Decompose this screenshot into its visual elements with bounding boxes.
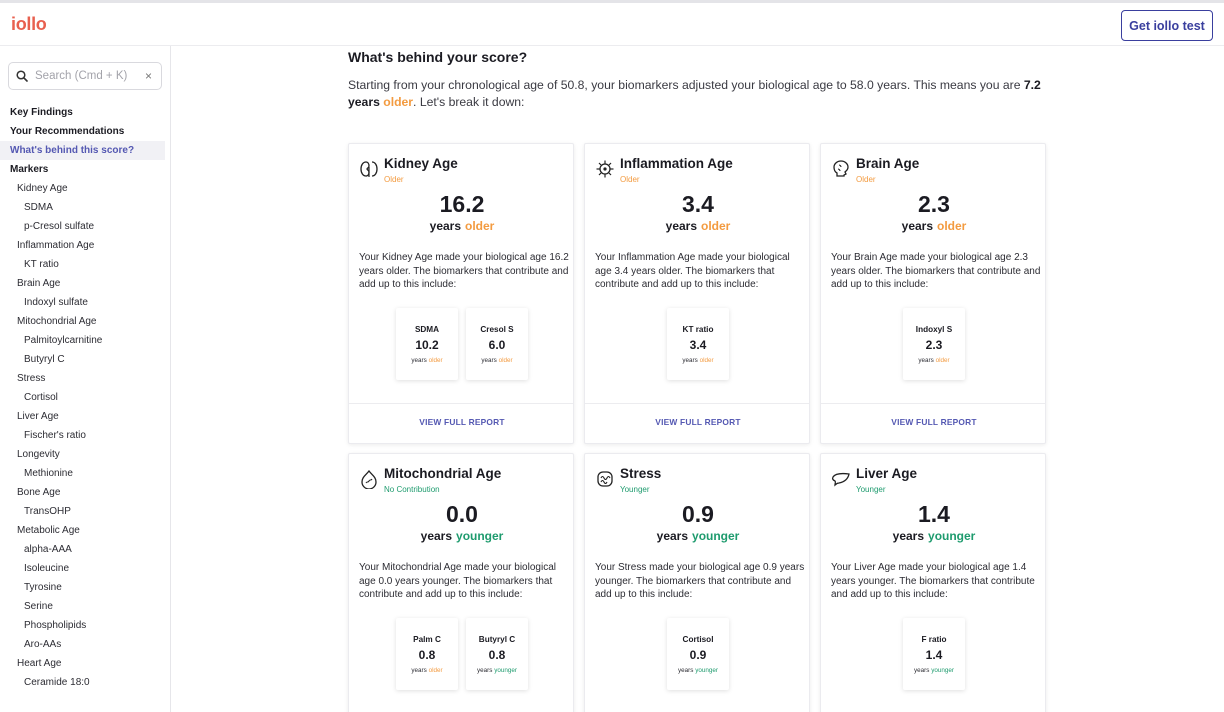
age-delta-unit [585, 529, 811, 543]
search-icon [16, 70, 28, 82]
biomarker-name: Cresol S [480, 325, 514, 334]
sidebar-item-liver-age[interactable]: Liver Age [17, 411, 59, 422]
card-title: Inflammation Age [620, 156, 733, 171]
card-description: Your Mitochondrial Age made your biological age 0.0 years younger. The biomarkers that contribute and add up to this include: [359, 562, 556, 601]
biomarker-chips [349, 618, 575, 692]
card-title: Stress [620, 466, 662, 481]
card-divider [821, 403, 1045, 404]
biomarker-unit [466, 667, 528, 674]
biomarker-unit [903, 357, 965, 364]
age-delta-unit [349, 219, 575, 233]
sidebar-item-heart-age[interactable]: Heart Age [17, 658, 62, 669]
marker-card-stress [584, 453, 810, 712]
marker-card-inflammation-age [584, 143, 810, 444]
biomarker-name: Cortisol [682, 635, 714, 644]
intro-older: older [383, 94, 414, 109]
mitochondria-icon [359, 469, 379, 489]
intro-suffix: . Let's break it down: [413, 94, 525, 109]
unit-label: years [901, 219, 934, 233]
unit-label: years [411, 357, 429, 364]
unit-label: years [678, 667, 696, 674]
biomarker-value: 2.3 [925, 338, 943, 352]
sidebar-nav [0, 103, 170, 692]
marker-card-brain-age [820, 143, 1046, 444]
sidebar-item-phospholipids[interactable]: Phospholipids [24, 620, 87, 631]
marker-card-mitochondrial-age [348, 453, 574, 712]
biomarker-name: KT ratio [682, 325, 714, 334]
biomarker-chips [349, 308, 575, 382]
sidebar-item-isoleucine[interactable]: Isoleucine [24, 563, 70, 574]
sidebar-item-cortisol[interactable]: Cortisol [24, 392, 58, 403]
sidebar-item-ceramide-18-0[interactable]: Ceramide 18:0 [24, 677, 90, 688]
card-title: Brain Age [856, 156, 920, 171]
card-description: Your Stress made your biological age 0.9 years younger. The biomarkers that contribute and add up to this include: [595, 562, 805, 601]
sidebar-item-transohp[interactable]: TransOHP [24, 506, 71, 517]
sidebar-item-markers[interactable]: Markers [10, 164, 49, 175]
sidebar-item-bone-age[interactable]: Bone Age [17, 487, 61, 498]
direction-label: older [935, 357, 950, 364]
sidebar-item-kidney-age[interactable]: Kidney Age [17, 183, 68, 194]
unit-label: years [665, 219, 698, 233]
view-full-report-link[interactable]: VIEW FULL REPORT [891, 417, 977, 427]
intro-text [348, 77, 1048, 110]
intro-years: 7.2 years [348, 78, 1041, 109]
sidebar-item-metabolic-age[interactable]: Metabolic Age [17, 525, 80, 536]
direction-label: older [699, 357, 714, 364]
sidebar-item-fischer-s-ratio[interactable]: Fischer's ratio [24, 430, 86, 441]
sidebar-item-butyryl-c[interactable]: Butyryl C [24, 354, 65, 365]
card-title: Liver Age [856, 466, 918, 481]
card-header [831, 156, 1041, 186]
card-description: Your Liver Age made your biological age 1.4 years younger. The biomarkers that contribute and add up to this include: [831, 562, 1035, 601]
biomarker-chips [585, 618, 811, 692]
biomarker-value: 0.8 [488, 648, 506, 662]
biomarker-chip-kt-ratio[interactable] [667, 308, 729, 380]
biomarker-unit [903, 667, 965, 674]
biomarker-unit [396, 667, 458, 674]
biomarker-unit [466, 357, 528, 364]
card-divider [349, 403, 573, 404]
age-delta-unit [349, 529, 575, 543]
biomarker-chips [821, 308, 1047, 382]
card-description: Your Brain Age made your biological age 2.3 years older. The biomarkers that contribute and add up to this include: [831, 252, 1041, 291]
biomarker-unit [667, 357, 729, 364]
sidebar-item-p-cresol-sulfate[interactable]: p-Cresol sulfate [24, 221, 95, 232]
direction-label: younger [456, 529, 504, 543]
biomarker-chip-palm-c[interactable] [396, 618, 458, 690]
sidebar-item-sdma[interactable]: SDMA [24, 202, 53, 213]
biomarker-name: SDMA [414, 325, 440, 334]
age-delta-unit [821, 529, 1047, 543]
sidebar-item-key-findings[interactable]: Key Findings [10, 107, 73, 118]
direction-label: younger [695, 667, 718, 674]
direction-label: older [465, 219, 495, 233]
sidebar-item-longevity[interactable]: Longevity [17, 449, 60, 460]
unit-label: years [656, 529, 689, 543]
age-delta-value: 3.4 [682, 191, 714, 217]
unit-label: years [420, 529, 453, 543]
biomarker-name: Indoxyl S [915, 325, 953, 334]
unit-label: years [481, 357, 499, 364]
age-delta-value: 0.9 [682, 501, 714, 527]
close-icon[interactable]: × [144, 69, 152, 83]
biomarker-name: F ratio [921, 635, 947, 644]
status-badge: No Contribution [384, 485, 440, 494]
biomarker-chip-indoxyl-s[interactable] [903, 308, 965, 380]
search-input[interactable] [35, 70, 135, 82]
biomarker-name: Butyryl C [478, 635, 516, 644]
age-delta-value: 2.3 [918, 191, 950, 217]
inflammation-icon [595, 159, 615, 179]
sidebar-item-stress[interactable]: Stress [17, 373, 46, 384]
card-divider [585, 403, 809, 404]
sidebar-item-methionine[interactable]: Methionine [24, 468, 73, 479]
stress-icon [595, 469, 615, 489]
main-content [172, 46, 1224, 712]
sidebar-item-serine[interactable]: Serine [24, 601, 53, 612]
unit-label: years [918, 357, 936, 364]
biomarker-name: Palm C [413, 635, 441, 644]
unit-label: years [477, 667, 495, 674]
sidebar-item-indoxyl-sulfate[interactable]: Indoxyl sulfate [24, 297, 88, 308]
age-delta-unit [585, 219, 811, 233]
age-delta-value: 1.4 [918, 501, 950, 527]
direction-label: older [937, 219, 967, 233]
card-header [359, 156, 569, 186]
status-badge: Older [856, 175, 876, 184]
card-header [595, 156, 805, 186]
sidebar-item-aro-aas[interactable]: Aro-AAs [24, 639, 62, 650]
biomarker-chips [821, 618, 1047, 692]
biomarker-value: 10.2 [415, 338, 439, 352]
search-box[interactable] [8, 62, 162, 90]
unit-label: years [682, 357, 700, 364]
biomarker-value: 0.8 [418, 648, 436, 662]
card-header [595, 466, 805, 496]
biomarker-chip-sdma[interactable] [396, 308, 458, 380]
direction-label: older [428, 667, 443, 674]
biomarker-chips [585, 308, 811, 382]
status-badge: Older [620, 175, 640, 184]
status-badge: Older [384, 175, 404, 184]
biomarker-chip-cortisol[interactable] [667, 618, 729, 690]
sidebar-item-kt-ratio[interactable]: KT ratio [24, 259, 59, 270]
status-badge: Younger [856, 485, 886, 494]
sidebar-item-palmitoylcarnitine[interactable]: Palmitoylcarnitine [24, 335, 103, 346]
marker-card-kidney-age [348, 143, 574, 444]
biomarker-unit [396, 357, 458, 364]
direction-label: younger [494, 667, 517, 674]
age-delta-unit [821, 219, 1047, 233]
direction-label: younger [928, 529, 976, 543]
age-delta-value: 0.0 [446, 501, 478, 527]
liver-icon [831, 469, 851, 489]
unit-label: years [411, 667, 429, 674]
age-delta-value: 16.2 [439, 191, 485, 217]
view-full-report-link[interactable]: VIEW FULL REPORT [655, 417, 741, 427]
status-badge: Younger [620, 485, 650, 494]
sidebar-item-your-recommendations[interactable]: Your Recommendations [10, 126, 125, 137]
card-header [359, 466, 569, 496]
sidebar-item-brain-age[interactable]: Brain Age [17, 278, 61, 289]
card-description: Your Kidney Age made your biological age 16.2 years older. The biomarkers that contribute and add up to this include: [359, 252, 569, 291]
direction-label: younger [931, 667, 954, 674]
biomarker-value: 6.0 [488, 338, 506, 352]
sidebar [0, 46, 171, 712]
direction-label: older [428, 357, 443, 364]
sidebar-item-inflammation-age[interactable]: Inflammation Age [17, 240, 95, 251]
biomarker-unit [667, 667, 729, 674]
biomarker-value: 1.4 [925, 648, 943, 662]
brain-icon [831, 159, 851, 179]
sidebar-item-tyrosine[interactable]: Tyrosine [24, 582, 62, 593]
card-title: Kidney Age [384, 156, 458, 171]
unit-label: years [892, 529, 925, 543]
app-header [0, 3, 1224, 46]
iollo-logo[interactable]: iollo [11, 14, 47, 34]
sidebar-item-alpha-aaa[interactable]: alpha-AAA [24, 544, 72, 555]
direction-label: older [701, 219, 731, 233]
biomarker-chip-cresol-s[interactable] [466, 308, 528, 380]
sidebar-item-mitochondrial-age[interactable]: Mitochondrial Age [17, 316, 97, 327]
marker-card-liver-age [820, 453, 1046, 712]
card-header [831, 466, 1041, 496]
card-description: Your Inflammation Age made your biological age 3.4 years older. The biomarkers that contribute and add up to this include: [595, 252, 790, 291]
biomarker-value: 0.9 [689, 648, 707, 662]
page-title: What's behind your score? [348, 49, 528, 65]
kidney-icon [359, 159, 379, 179]
direction-label: younger [692, 529, 740, 543]
view-full-report-link[interactable]: VIEW FULL REPORT [419, 417, 505, 427]
get-test-button[interactable]: Get iollo test [1121, 10, 1213, 41]
sidebar-item-what-s-behind-this-score[interactable]: What's behind this score? [0, 141, 165, 160]
unit-label: years [429, 219, 462, 233]
biomarker-chip-f-ratio[interactable] [903, 618, 965, 690]
biomarker-chip-butyryl-c[interactable] [466, 618, 528, 690]
unit-label: years [914, 667, 932, 674]
biomarker-value: 3.4 [689, 338, 707, 352]
intro-prefix: Starting from your chronological age of 50.8, your biomarkers adjusted your biological age to 58.0 years. This means you are [348, 78, 1024, 92]
direction-label: older [498, 357, 513, 364]
card-title: Mitochondrial Age [384, 466, 502, 481]
